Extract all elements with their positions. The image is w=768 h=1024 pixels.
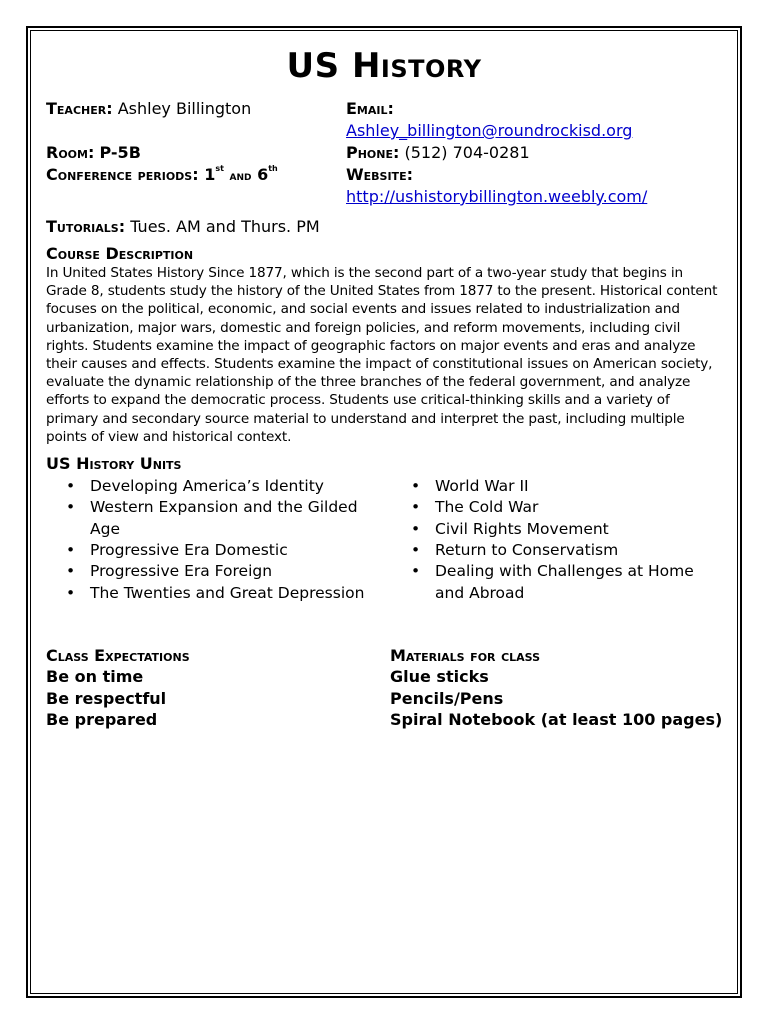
list-item: Spiral Notebook (at least 100 pages)	[390, 710, 723, 730]
phone-value: (512) 704-0281	[404, 143, 530, 162]
room-label: Room:	[46, 143, 95, 162]
teacher-line	[46, 98, 346, 120]
list-item: Be respectful	[46, 688, 167, 708]
list-item: • Western Expansion and the Gilded Age	[66, 497, 386, 540]
course-description-text: In United States History Since 1877, which is the second part of a two-year study that begins in Grade 8, students study the history of the United States from 1877 to the present. Historical content focuses on the political, economic, and social events and issues related to industrialization and urbanization, major wars, domestic and foreign policies, and reform movements, including civil rights. Students examine the impact of geographic factors on major events and eras and analyze their causes and effects. Students examine the impact of constitutional issues on American society, evaluate the dynamic relationship of the three branches of the federal government, and analyze efforts to expand the democratic process. Students use critical-thinking skills and a variety of primary and secondary source material to understand and interpret the past, including multiple points of view and historical context.	[46, 265, 718, 445]
class-expectations	[46, 646, 386, 731]
units-column-1	[66, 476, 386, 604]
units-column-2	[411, 476, 711, 604]
conference-line: Conference periods: 1st and 6th	[46, 164, 278, 184]
list-item: Be prepared	[46, 710, 158, 730]
room-line	[46, 142, 346, 164]
conference-label: Conference periods:	[46, 165, 199, 184]
list-item: Be on time	[46, 667, 144, 687]
units-list	[46, 476, 722, 636]
tutorials-value: Tues. AM and Thurs. PM	[130, 217, 320, 236]
materials-heading: Materials for class	[390, 646, 541, 666]
expectations-materials	[46, 646, 722, 746]
email-link[interactable]: Ashley_billington@roundrockisd.org	[346, 121, 633, 140]
list-item: Glue sticks	[390, 667, 489, 687]
tutorials-label: Tutorials:	[46, 217, 126, 236]
teacher-label: Teacher:	[46, 99, 113, 118]
phone-label: Phone:	[346, 143, 400, 162]
materials-for-class	[390, 646, 730, 731]
list-item: • Progressive Era Foreign	[66, 561, 386, 582]
website-label: Website:	[346, 165, 413, 184]
teacher-name: Ashley Billington	[117, 99, 252, 118]
room-value: P-5B	[99, 143, 141, 162]
phone-line	[346, 142, 726, 164]
list-item: • The Cold War	[411, 497, 711, 518]
tutorials-line	[46, 216, 722, 238]
list-item: • Progressive Era Domestic	[66, 540, 386, 561]
list-item: • The Twenties and Great Depression	[66, 583, 386, 604]
website-link[interactable]: http://ushistorybillington.weebly.com/	[346, 187, 648, 206]
list-item: Pencils/Pens	[390, 688, 504, 708]
list-item: • Return to Conservatism	[411, 540, 711, 561]
contact-info	[46, 98, 722, 216]
list-item: • Developing America’s Identity	[66, 476, 386, 497]
page-title: US History	[286, 46, 482, 86]
list-item: • World War II	[411, 476, 711, 497]
list-item: • Dealing with Challenges at Home and Abroad	[411, 561, 711, 604]
list-item: • Civil Rights Movement	[411, 519, 711, 540]
syllabus-page	[46, 46, 722, 746]
email-line	[346, 120, 726, 142]
email-label: Email:	[346, 99, 394, 118]
units-heading: US History Units	[46, 454, 182, 474]
course-description-heading: Course Description	[46, 244, 194, 263]
expectations-heading: Class Expectations	[46, 646, 190, 666]
website-line	[346, 186, 726, 208]
